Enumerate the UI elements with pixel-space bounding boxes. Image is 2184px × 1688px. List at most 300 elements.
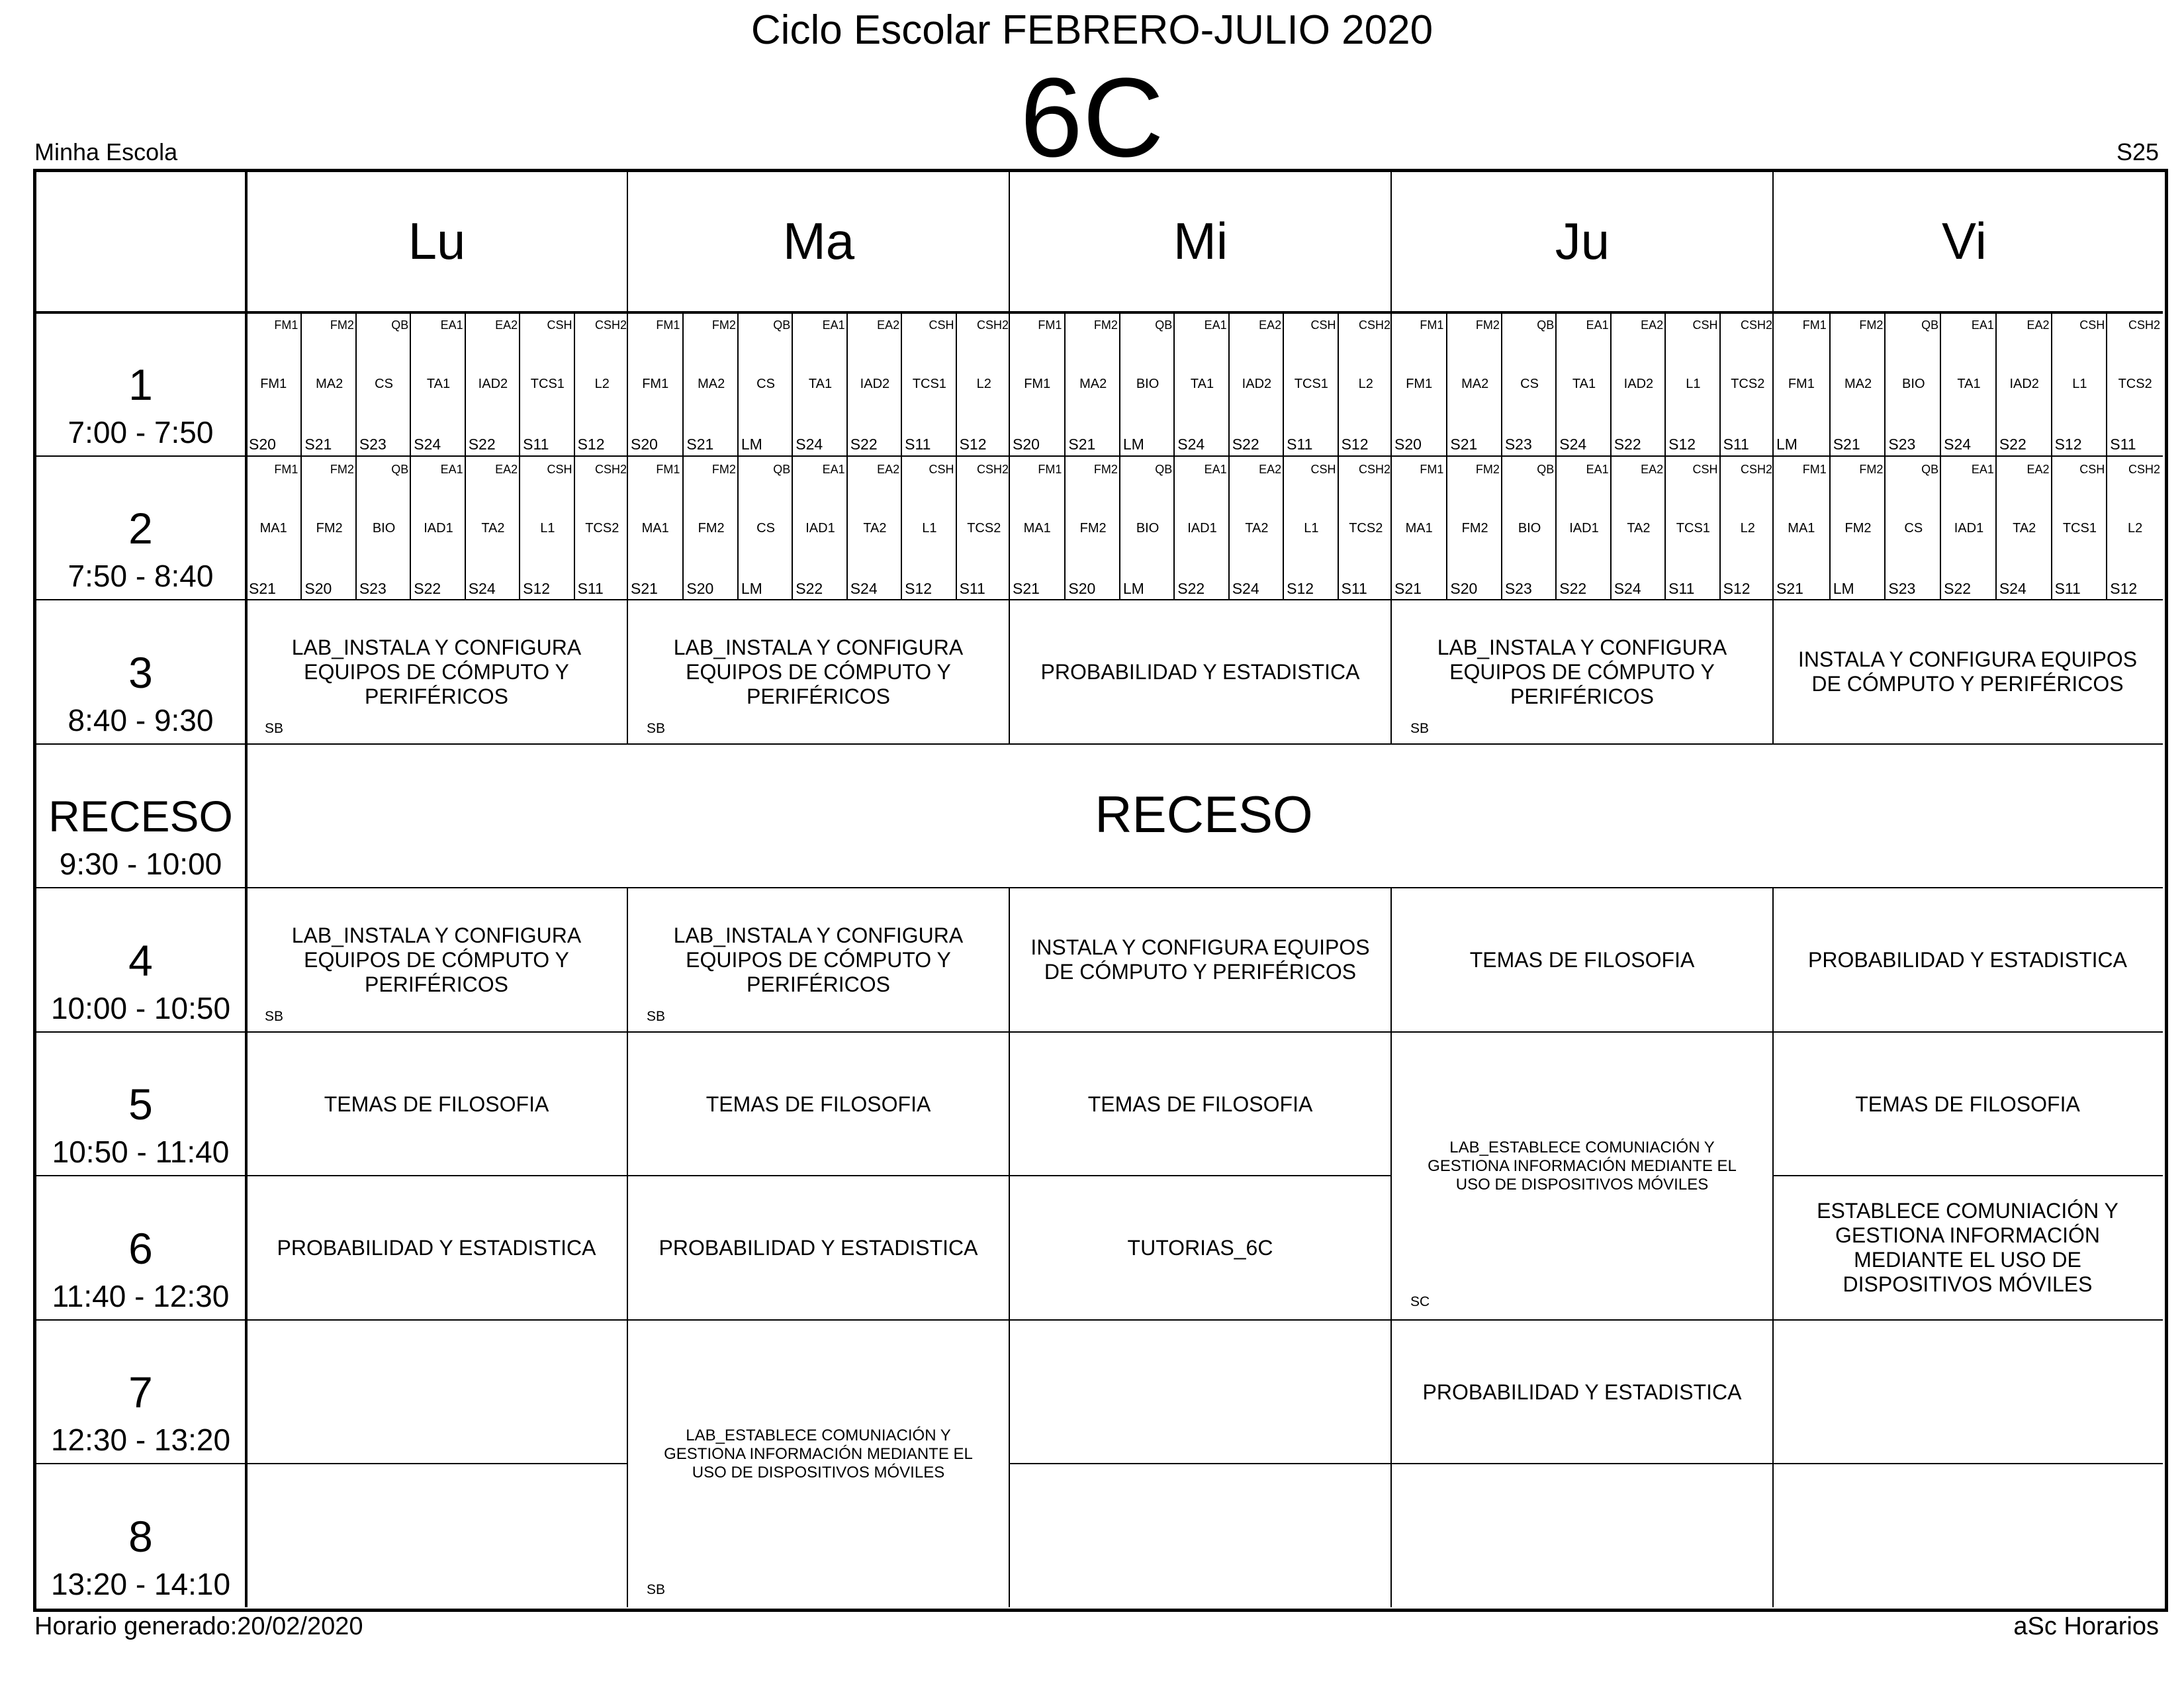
subject-code: TA2 — [2013, 521, 2036, 536]
teacher-code: SB — [647, 1582, 666, 1597]
group-label: EA2 — [1259, 463, 1282, 476]
group-label: EA2 — [877, 318, 900, 332]
subject-code: MA2 — [1461, 377, 1489, 391]
group-subcell — [1392, 457, 1446, 600]
room-code: S22 — [1232, 436, 1259, 453]
group-subcell — [1446, 457, 1502, 600]
subject-code: L2 — [1740, 521, 1755, 536]
group-subcell — [519, 312, 574, 455]
period-number: 8 — [128, 1512, 153, 1561]
day-header-ju: Ju — [1555, 212, 1610, 270]
group-subcell — [1392, 312, 1446, 455]
group-subcell — [355, 312, 411, 455]
room-code: S22 — [1944, 580, 1972, 597]
period-time: 10:50 - 11:40 — [52, 1135, 230, 1169]
room-code: S11 — [1723, 436, 1749, 453]
group-subcell — [300, 457, 356, 600]
room-code: S11 — [2110, 436, 2136, 453]
group-label: CSH — [1692, 318, 1718, 332]
lesson-card: TEMAS DE FILOSOFIA — [1087, 1092, 1313, 1116]
group-subcell — [1774, 457, 1829, 600]
period-time: 11:40 - 12:30 — [52, 1279, 230, 1313]
group-subcell — [1228, 457, 1284, 600]
subject-code: L1 — [922, 521, 937, 536]
teacher-code: SC — [1410, 1294, 1430, 1309]
row-divider — [34, 1463, 628, 1464]
period-number: 5 — [128, 1080, 153, 1129]
subject-code: TA2 — [1627, 521, 1651, 536]
day-header-ma: Ma — [782, 212, 855, 270]
room-code: S23 — [1504, 436, 1532, 453]
group-subcell — [410, 457, 465, 600]
room-code: S24 — [1999, 580, 2026, 597]
subject-code: TCS1 — [1294, 377, 1328, 391]
subject-code: MA1 — [641, 521, 669, 536]
room-code: S12 — [577, 436, 605, 453]
group-label: EA1 — [1971, 318, 1994, 332]
room-code: S11 — [577, 580, 604, 597]
group-subcell — [410, 312, 465, 455]
room-code: S21 — [1013, 580, 1040, 597]
room-code: S24 — [850, 580, 878, 597]
class-name: 6C — [1020, 55, 1164, 181]
teacher-code: SB — [265, 721, 284, 736]
room-code: S11 — [523, 436, 549, 453]
room-code: S24 — [414, 436, 441, 453]
teacher-code: SB — [265, 1009, 284, 1024]
room-code: S20 — [686, 580, 714, 597]
group-label: FM1 — [1038, 318, 1062, 332]
room-code: S21 — [1833, 436, 1860, 453]
group-subcell — [246, 312, 300, 455]
subject-code: CS — [375, 377, 393, 391]
cycle-title: Ciclo Escolar FEBRERO-JULIO 2020 — [751, 7, 1433, 53]
group-subcell — [846, 457, 902, 600]
group-subcell — [1173, 312, 1229, 455]
subject-code: TCS1 — [912, 377, 946, 391]
group-label: CSH2 — [1358, 463, 1390, 476]
period-time: 12:30 - 13:20 — [50, 1423, 231, 1457]
day-header-lu: Lu — [408, 212, 466, 270]
subject-code: FM2 — [1079, 521, 1107, 536]
lesson-card: TEMAS DE FILOSOFIA — [324, 1092, 549, 1116]
subject-code: BIO — [1136, 377, 1160, 391]
group-subcell — [2106, 457, 2163, 600]
group-subcell — [1064, 312, 1120, 455]
group-label: CSH — [1310, 318, 1336, 332]
room-code: LM — [1776, 436, 1797, 453]
lesson-card: TEMAS DE FILOSOFIA — [1855, 1092, 2080, 1116]
room-code: S20 — [1450, 580, 1478, 597]
room-code: S20 — [1394, 436, 1422, 453]
lesson-card: INSTALA Y CONFIGURA EQUIPOS DE CÓMPUTO Y PERIFÉRICOS — [1030, 935, 1370, 984]
period-time: 8:40 - 9:30 — [68, 703, 214, 737]
group-label: FM1 — [1802, 318, 1827, 332]
subject-code: IAD1 — [1954, 521, 1984, 536]
group-subcell — [1664, 312, 1720, 455]
group-subcell — [519, 457, 574, 600]
room-code: S11 — [1668, 580, 1695, 597]
subject-code: FM1 — [1788, 377, 1815, 391]
group-subcell — [355, 457, 411, 600]
group-subcell — [737, 457, 793, 600]
group-label: FM1 — [656, 463, 680, 476]
subject-code: IAD2 — [2009, 377, 2039, 391]
room-code: S21 — [686, 436, 714, 453]
group-label: FM1 — [656, 318, 680, 332]
group-label: QB — [1537, 463, 1555, 476]
room-code: S24 — [468, 580, 496, 597]
room-code: S24 — [1177, 436, 1205, 453]
period-time: 7:50 - 8:40 — [68, 559, 214, 593]
room-code: S23 — [1888, 580, 1916, 597]
subject-code: TCS2 — [2118, 377, 2152, 391]
subject-code: CS — [756, 377, 775, 391]
group-label: CSH2 — [594, 318, 627, 332]
subject-code: FM1 — [1406, 377, 1433, 391]
group-subcell — [792, 312, 847, 455]
subject-code: IAD1 — [1187, 521, 1217, 536]
subject-code: TCS2 — [1349, 521, 1383, 536]
subject-code: TCS2 — [1731, 377, 1765, 391]
group-label: CSH — [2079, 318, 2105, 332]
group-subcell — [1884, 457, 1941, 600]
period-number: 3 — [128, 648, 153, 697]
teacher-code: SB — [647, 721, 666, 736]
subject-code: L2 — [2128, 521, 2143, 536]
subject-code: MA2 — [1079, 377, 1107, 391]
room-code: S11 — [1287, 436, 1313, 453]
group-label: CSH2 — [1358, 318, 1390, 332]
group-subcell — [1610, 312, 1666, 455]
subject-code: TA1 — [426, 377, 451, 391]
group-label: FM2 — [1859, 318, 1884, 332]
room-code: S12 — [1341, 436, 1369, 453]
group-label: EA1 — [440, 318, 463, 332]
period-number: 6 — [128, 1224, 153, 1273]
lesson-card: PROBABILIDAD Y ESTADISTICA — [1040, 659, 1360, 684]
group-label: FM2 — [1093, 463, 1118, 476]
group-label: CSH2 — [2128, 318, 2160, 332]
homeroom-code: S25 — [2116, 138, 2159, 165]
group-subcell — [246, 457, 300, 600]
subject-code: FM1 — [1024, 377, 1051, 391]
subject-code: L1 — [1686, 377, 1701, 391]
group-subcell — [1228, 312, 1284, 455]
subject-code: MA1 — [259, 521, 287, 536]
row-divider — [34, 1319, 2163, 1321]
lesson-card: PROBABILIDAD Y ESTADISTICA — [1808, 947, 2127, 972]
day-header-mi: Mi — [1173, 212, 1228, 270]
period-number: 4 — [128, 936, 153, 985]
group-subcell — [465, 457, 520, 600]
subject-code: TCS1 — [530, 377, 565, 391]
group-label: EA1 — [822, 318, 845, 332]
subject-code: MA2 — [316, 377, 343, 391]
subject-code: BIO — [372, 521, 396, 536]
subject-code: FM2 — [316, 521, 343, 536]
group-label: CSH2 — [1740, 463, 1772, 476]
room-code: S21 — [1068, 436, 1096, 453]
subject-code: FM2 — [1461, 521, 1488, 536]
group-label: EA2 — [1259, 318, 1282, 332]
room-code: S12 — [1287, 580, 1314, 597]
group-subcell — [956, 312, 1011, 455]
room-code: S22 — [1999, 436, 2026, 453]
room-code: LM — [1122, 580, 1144, 597]
subject-code: L2 — [1358, 377, 1373, 391]
lesson-card: LAB_ESTABLECE COMUNIACIÓN Y GESTIONA INFORMACIÓN MEDIANTE EL USO DE DISPOSITIVOS MÓVILES — [664, 1426, 973, 1481]
room-code: S12 — [2110, 580, 2138, 597]
room-code: S22 — [850, 436, 878, 453]
room-code: S20 — [1013, 436, 1040, 453]
group-subcell — [1555, 457, 1611, 600]
subject-code: TA2 — [863, 521, 887, 536]
teacher-code: SB — [1410, 721, 1430, 736]
group-subcell — [682, 457, 738, 600]
group-subcell — [1719, 457, 1775, 600]
group-subcell — [1501, 312, 1557, 455]
subject-code: IAD2 — [860, 377, 890, 391]
group-subcell — [300, 312, 356, 455]
group-label: CSH2 — [2128, 463, 2160, 476]
room-code: S12 — [523, 580, 551, 597]
period-number: RECESO — [48, 792, 233, 841]
room-code: S20 — [631, 436, 658, 453]
group-label: QB — [391, 463, 409, 476]
room-code: S12 — [1723, 580, 1751, 597]
lesson-card: TUTORIAS_6C — [1127, 1235, 1273, 1260]
group-label: FM1 — [274, 318, 298, 332]
subject-code: BIO — [1902, 377, 1925, 391]
subject-code: IAD2 — [1623, 377, 1654, 391]
group-subcell — [1010, 457, 1064, 600]
subject-code: L1 — [1304, 521, 1319, 536]
group-subcell — [901, 457, 956, 600]
subject-code: FM1 — [260, 377, 287, 391]
group-label: FM2 — [1859, 463, 1884, 476]
room-code: S11 — [1341, 580, 1367, 597]
group-label: EA2 — [2026, 318, 2050, 332]
group-subcell — [1940, 457, 1997, 600]
group-subcell — [2051, 312, 2108, 455]
group-label: FM1 — [274, 463, 298, 476]
room-code: S11 — [2054, 580, 2081, 597]
room-code: S24 — [1614, 580, 1641, 597]
group-subcell — [1940, 312, 1997, 455]
group-subcell — [792, 457, 847, 600]
subject-code: CS — [1520, 377, 1539, 391]
group-label: CSH — [929, 463, 954, 476]
lesson-card: LAB_INSTALA Y CONFIGURA EQUIPOS DE CÓMPUTO Y PERIFÉRICOS — [673, 923, 964, 996]
lesson-card: TEMAS DE FILOSOFIA — [1469, 947, 1695, 972]
room-code: S21 — [1776, 580, 1803, 597]
group-label: CSH — [2079, 463, 2105, 476]
room-code: S20 — [304, 580, 332, 597]
group-label: FM1 — [1802, 463, 1827, 476]
room-code: S22 — [468, 436, 496, 453]
room-code: S23 — [359, 436, 387, 453]
subject-code: TA1 — [1572, 377, 1596, 391]
group-subcell — [1610, 457, 1666, 600]
period-time: 10:00 - 10:50 — [50, 991, 231, 1025]
group-label: QB — [1155, 318, 1173, 332]
subject-code: TCS2 — [967, 521, 1001, 536]
group-subcell — [1338, 457, 1393, 600]
room-code: S22 — [1614, 436, 1641, 453]
group-subcell — [1283, 457, 1338, 600]
group-label: EA1 — [440, 463, 463, 476]
lesson-card: LAB_INSTALA Y CONFIGURA EQUIPOS DE CÓMPUTO Y PERIFÉRICOS — [1437, 635, 1727, 708]
group-subcell — [1829, 312, 1886, 455]
subject-code: TA2 — [1245, 521, 1269, 536]
room-code: S24 — [1232, 580, 1259, 597]
group-label: EA1 — [1586, 463, 1609, 476]
group-label: EA1 — [1204, 318, 1227, 332]
subject-code: MA2 — [1844, 377, 1872, 391]
room-code: LM — [741, 436, 762, 453]
group-subcell — [1829, 457, 1886, 600]
group-subcell — [628, 312, 682, 455]
group-label: FM2 — [330, 463, 354, 476]
subject-code: TCS2 — [585, 521, 619, 536]
lesson-card: ESTABLECE COMUNIACIÓN Y GESTIONA INFORMACIÓN MEDIANTE EL USO DE DISPOSITIVOS MÓVILES — [1817, 1199, 2118, 1296]
lesson-card: LAB_INSTALA Y CONFIGURA EQUIPOS DE CÓMPUTO Y PERIFÉRICOS — [291, 635, 582, 708]
group-label: CSH — [547, 318, 572, 332]
group-label: FM2 — [711, 463, 736, 476]
subject-code: IAD2 — [1242, 377, 1272, 391]
subject-code: L2 — [594, 377, 610, 391]
group-label: FM2 — [711, 318, 736, 332]
room-code: S21 — [631, 580, 658, 597]
group-label: CSH2 — [976, 463, 1009, 476]
lesson-card: PROBABILIDAD Y ESTADISTICA — [1422, 1380, 1742, 1404]
group-subcell — [1338, 312, 1393, 455]
group-subcell — [1446, 312, 1502, 455]
room-code: S11 — [959, 580, 985, 597]
group-label: EA1 — [822, 463, 845, 476]
room-code: LM — [741, 580, 762, 597]
subject-code: MA1 — [1405, 521, 1433, 536]
generated-date: Horario generado:20/02/2020 — [34, 1613, 363, 1640]
room-code: S23 — [1504, 580, 1532, 597]
group-label: EA2 — [1641, 463, 1664, 476]
group-label: FM2 — [1093, 318, 1118, 332]
period-number: 2 — [128, 504, 153, 553]
subject-code: IAD1 — [1569, 521, 1599, 536]
subject-code: IAD1 — [424, 521, 453, 536]
group-subcell — [1995, 312, 2052, 455]
subject-code: FM2 — [1844, 521, 1872, 536]
group-subcell — [574, 457, 629, 600]
group-label: FM1 — [1038, 463, 1062, 476]
group-subcell — [1064, 457, 1120, 600]
room-code: S21 — [1450, 436, 1478, 453]
group-subcell — [956, 457, 1011, 600]
room-code: S20 — [1068, 580, 1096, 597]
room-code: S12 — [959, 436, 987, 453]
group-label: CSH2 — [976, 318, 1009, 332]
subject-code: BIO — [1518, 521, 1541, 536]
subject-code: TA2 — [481, 521, 505, 536]
subject-code: TA1 — [1957, 377, 1981, 391]
group-subcell — [682, 312, 738, 455]
subject-code: MA2 — [698, 377, 725, 391]
subject-code: L2 — [976, 377, 991, 391]
group-label: FM2 — [1475, 318, 1500, 332]
room-code: S24 — [796, 436, 823, 453]
group-subcell — [1884, 312, 1941, 455]
group-subcell — [1719, 312, 1775, 455]
room-code: S22 — [796, 580, 823, 597]
group-label: CSH — [1692, 463, 1718, 476]
period-time: 13:20 - 14:10 — [50, 1567, 231, 1601]
subject-code: FM2 — [698, 521, 725, 536]
group-subcell — [846, 312, 902, 455]
room-code: S21 — [249, 580, 276, 597]
group-label: CSH — [547, 463, 572, 476]
group-subcell — [465, 312, 520, 455]
subject-code: TCS1 — [2062, 521, 2097, 536]
group-label: QB — [1155, 463, 1173, 476]
period-number: 7 — [128, 1368, 153, 1417]
group-subcell — [1774, 312, 1829, 455]
subject-code: L1 — [2072, 377, 2087, 391]
group-label: QB — [773, 318, 791, 332]
subject-code: CS — [1904, 521, 1923, 536]
lesson-card: LAB_INSTALA Y CONFIGURA EQUIPOS DE CÓMPUTO Y PERIFÉRICOS — [673, 635, 964, 708]
group-subcell — [1555, 312, 1611, 455]
group-label: EA1 — [1586, 318, 1609, 332]
group-label: QB — [1537, 318, 1555, 332]
group-label: EA2 — [495, 318, 518, 332]
group-label: QB — [1921, 463, 1939, 476]
group-label: FM2 — [330, 318, 354, 332]
group-subcell — [1283, 312, 1338, 455]
group-label: FM2 — [1475, 463, 1500, 476]
group-label: QB — [391, 318, 409, 332]
group-subcell — [628, 457, 682, 600]
group-label: QB — [1921, 318, 1939, 332]
subject-code: CS — [756, 521, 775, 536]
room-code: S20 — [249, 436, 276, 453]
group-subcell — [1010, 312, 1064, 455]
generator-brand: aSc Horarios — [2013, 1613, 2159, 1640]
subject-code: TA1 — [1190, 377, 1214, 391]
group-label: EA1 — [1204, 463, 1227, 476]
group-label: CSH — [1310, 463, 1336, 476]
room-code: S22 — [1559, 580, 1587, 597]
group-subcell — [737, 312, 793, 455]
group-subcell — [1664, 457, 1720, 600]
group-subcell — [2051, 457, 2108, 600]
room-code: S23 — [1888, 436, 1916, 453]
group-subcell — [901, 312, 956, 455]
subject-code: L1 — [540, 521, 555, 536]
group-subcell — [1995, 457, 2052, 600]
room-code: S22 — [1177, 580, 1205, 597]
lesson-card: LAB_INSTALA Y CONFIGURA EQUIPOS DE CÓMPUTO Y PERIFÉRICOS — [291, 923, 582, 996]
room-code: S12 — [2054, 436, 2082, 453]
group-label: EA2 — [495, 463, 518, 476]
lesson-card: INSTALA Y CONFIGURA EQUIPOS DE CÓMPUTO Y PERIFÉRICOS — [1797, 647, 2138, 696]
room-code: LM — [1833, 580, 1854, 597]
subject-code: BIO — [1136, 521, 1160, 536]
group-label: FM1 — [1420, 463, 1444, 476]
school-name: Minha Escola — [34, 138, 178, 165]
group-subcell — [1173, 457, 1229, 600]
group-label: EA2 — [2026, 463, 2050, 476]
